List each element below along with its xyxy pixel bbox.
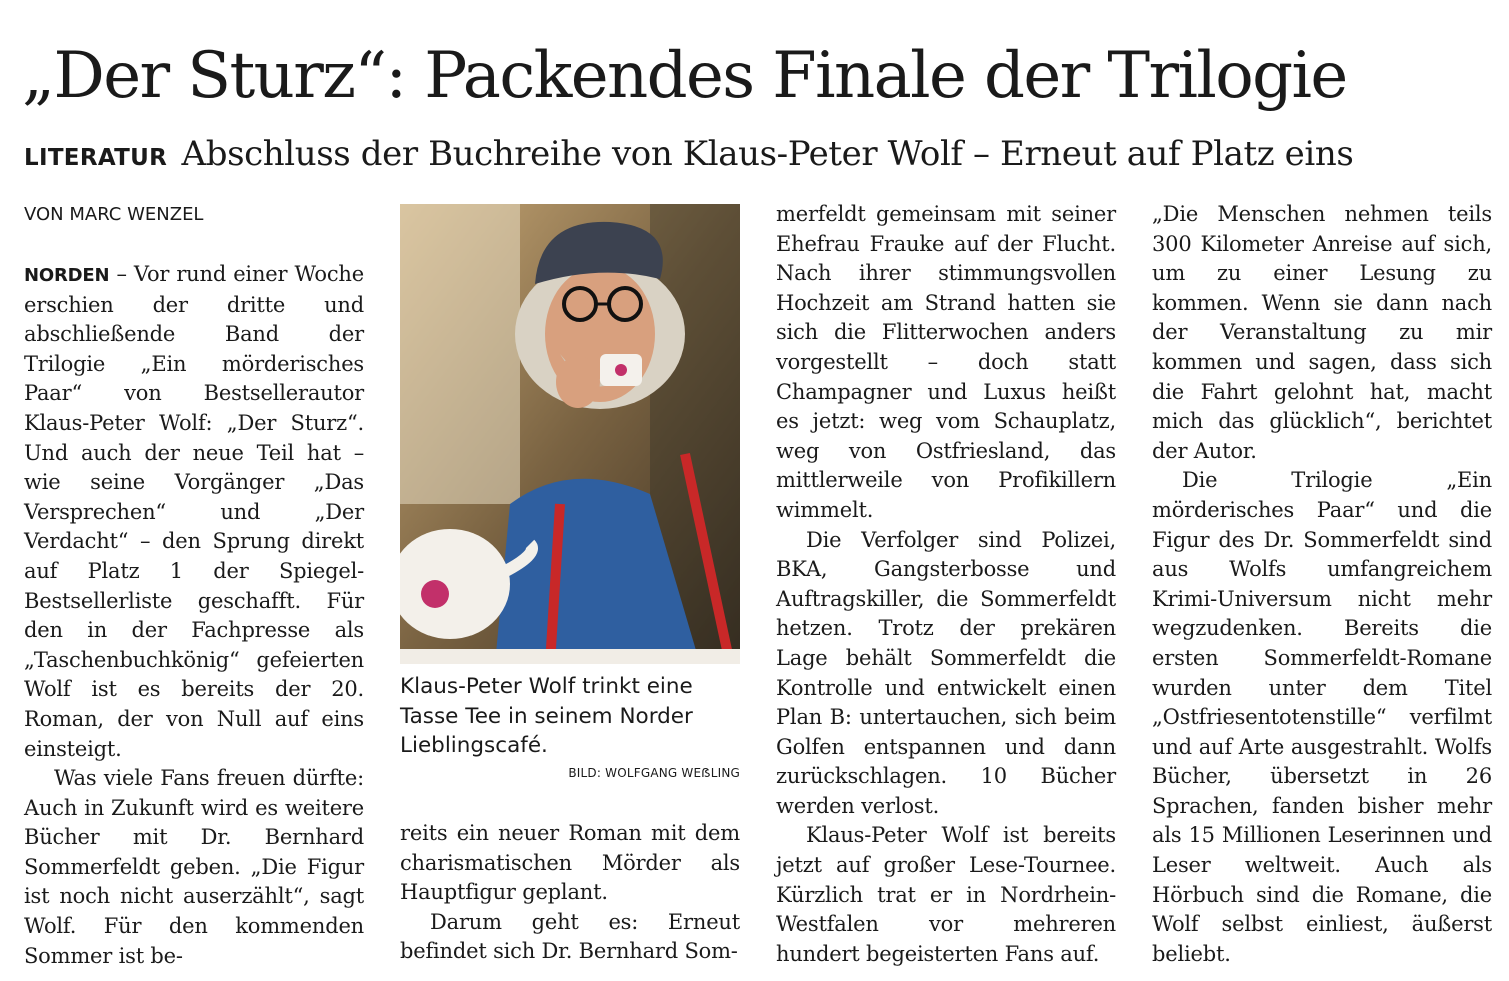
article-column-1	[24, 260, 364, 971]
column-3-paragraph-1: merfeldt gemeinsam mit seiner Ehefrau Frauke auf der Flucht. Nach ihrer stimmungsvollen Hochzeit am Strand hatten sie sich die Flitterwochen anders vorgestellt – doch statt Champagner und Luxus heißt es jetzt: weg vom Schauplatz, weg von Ostfriesland, das mittlerweile von Profikillern wimmelt.	[776, 202, 1116, 522]
column-1-paragraph-1-text: – Vor rund einer Woche erschien der dritte und abschließende Band der Trilogie „Ein mörderisches Paar“ von Bestsellerautor Klaus-Peter Wolf: „Der Sturz“. Und auch der neue Teil hat – wie seine Vorgänger „Das Versprechen“ und „Der Verdacht“ – den Sprung direkt auf Platz 1 der Spiegel-Bestsellerliste geschafft. Für den in der Fachpresse als „Taschenbuchkönig“ gefeierten Wolf ist es bereits der 20. Roman, der von Null auf eins einsteigt.	[24, 262, 364, 761]
photo-caption: Klaus-Peter Wolf trinkt eine Tasse Tee in seinem Norder Lieblingscafé.	[400, 674, 693, 758]
column-1-paragraph-1	[24, 260, 364, 764]
column-3-paragraph-3: Klaus-Peter Wolf ist bereits jetzt auf großer Lese-Tournee. Kürzlich trat er in Nordrhein-Westfalen vor mehreren hundert begeisterten Fans auf.	[776, 823, 1116, 966]
headline: „Der Sturz“: Packendes Finale der Trilogie	[22, 39, 1347, 113]
column-2-paragraph-2: Darum geht es: Erneut befindet sich Dr. Bernhard Som-	[400, 909, 740, 964]
column-2-paragraph-1: reits ein neuer Roman mit dem charismatischen Mörder als Hauptfigur geplant.	[400, 821, 740, 905]
subheadline-row	[24, 130, 1494, 182]
photo-credit: BILD: WOLFGANG WEẞLING	[568, 766, 740, 780]
article-column-3	[776, 200, 1116, 969]
dateline: NORDEN	[24, 265, 110, 286]
author-photo	[400, 204, 740, 664]
rubric-label: LITERATUR	[24, 145, 168, 171]
column-3-paragraph-2: Die Verfolger sind Polizei, BKA, Gangsterbosse und Auftragskiller, die Sommerfeldt hetzen. Trotz der prekären Lage behält Sommerfeldt die Kontrolle und entwickelt einen Plan B: untertauchen, sich beim Golfen entspannen und dann zurückschlagen. 10 Bücher werden verlost.	[776, 527, 1116, 818]
byline: VON MARC WENZEL	[24, 204, 204, 225]
article-column-2	[400, 819, 740, 967]
column-4-paragraph-1: „Die Menschen nehmen teils 300 Kilometer Anreise auf sich, um zu einer Lesung zu kommen. Wenn sie dann nach der Veranstaltung zu mir kommen und sagen, dass sich die Fahrt gelohnt hat, macht mich das glücklich“, berichtet der Autor.	[1152, 202, 1492, 463]
column-4-paragraph-2: Die Trilogie „Ein mörderisches Paar“ und die Figur des Dr. Sommerfeldt sind aus Wolfs umfangreichem Krimi-Universum nicht mehr wegzudenken. Bereits die ersten Sommerfeldt-Romane wurden unter dem Titel „Ostfriesentotenstille“ verfilmt und auf Arte ausgestrahlt. Wolfs Bücher, übersetzt in 26 Sprachen, fanden bisher mehr als 15 Millionen Leserinnen und Leser weltweit. Auch als Hörbuch sind die Romane, die Wolf selbst einliest, äußerst beliebt.	[1152, 468, 1492, 966]
subheadline: Abschluss der Buchreihe von Klaus-Peter Wolf – Erneut auf Platz eins	[181, 134, 1354, 174]
article-column-4	[1152, 200, 1492, 969]
column-1-paragraph-2: Was viele Fans freuen dürfte: Auch in Zukunft wird es weitere Bücher mit Dr. Bernhard Sommerfeldt geben. „Die Figur ist noch nicht auserzählt“, sagt Wolf. Für den kommenden Sommer ist be-	[24, 766, 364, 968]
author-photo-illustration	[400, 204, 740, 664]
